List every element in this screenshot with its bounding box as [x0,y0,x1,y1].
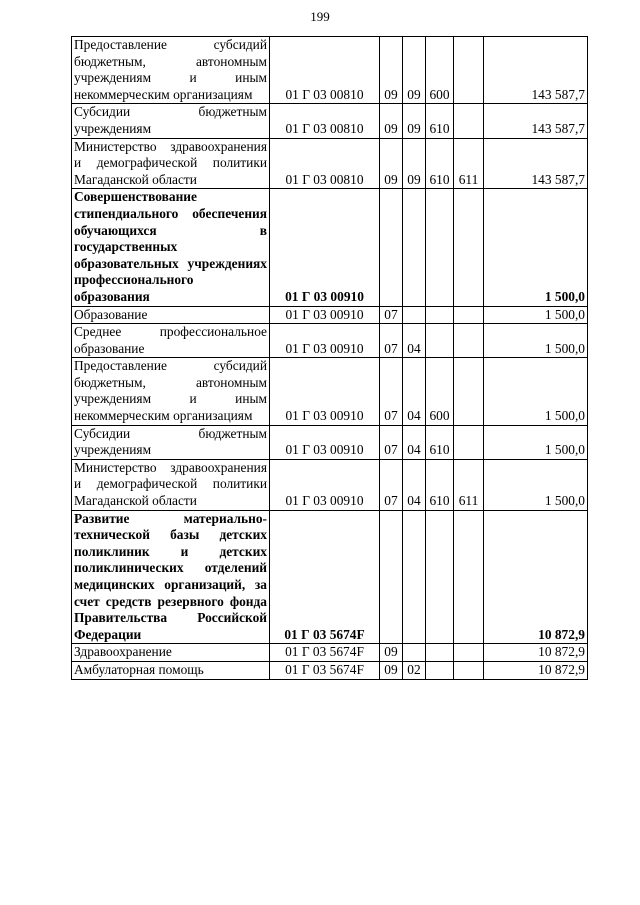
row-amount: 1 500,0 [484,358,588,425]
row-code: 01 Г 03 00910 [270,324,380,358]
row-expense-type [426,306,454,324]
row-name: Субсидии бюджетным учреждениям [72,104,270,138]
row-section [380,510,403,644]
row-ministry-code [454,189,484,306]
row-name: Предоставление субсидий бюджетным, автономным учреждениям и иным некоммерческим организациям [72,358,270,425]
row-section: 07 [380,358,403,425]
row-subsection: 02 [403,661,426,679]
row-section: 07 [380,425,403,459]
row-subsection [403,189,426,306]
row-expense-type: 600 [426,358,454,425]
row-code: 01 Г 03 00910 [270,425,380,459]
row-name: Амбулаторная помощь [72,661,270,679]
row-amount: 143 587,7 [484,37,588,104]
row-code: 01 Г 03 00810 [270,37,380,104]
table-row [72,104,588,138]
table-row [72,324,588,358]
row-code: 01 Г 03 00910 [270,189,380,306]
row-subsection: 04 [403,358,426,425]
row-name: Развитие материально-технической базы детских поликлиник и детских поликлинических отделений медицинских организаций, за счет средств резервного фонда Правительства Российской Федерации [72,510,270,644]
row-code: 01 Г 03 5674F [270,644,380,662]
row-section: 09 [380,661,403,679]
row-code: 01 Г 03 5674F [270,510,380,644]
row-amount: 1 500,0 [484,459,588,510]
row-expense-type [426,510,454,644]
table-row [72,459,588,510]
row-name: Предоставление субсидий бюджетным, автономным учреждениям и иным некоммерческим организациям [72,37,270,104]
row-amount: 1 500,0 [484,189,588,306]
page-number: 199 [310,9,330,24]
row-code: 01 Г 03 00810 [270,138,380,189]
table-row [72,510,588,644]
row-code: 01 Г 03 00910 [270,306,380,324]
row-amount: 10 872,9 [484,510,588,644]
row-ministry-code [454,324,484,358]
row-ministry-code [454,104,484,138]
row-ministry-code: 611 [454,138,484,189]
row-name: Среднее профессиональное образование [72,324,270,358]
row-amount: 10 872,9 [484,661,588,679]
row-ministry-code [454,306,484,324]
row-expense-type: 610 [426,425,454,459]
table-row [72,661,588,679]
row-code: 01 Г 03 00810 [270,104,380,138]
row-section: 09 [380,644,403,662]
row-section: 09 [380,104,403,138]
row-subsection: 09 [403,37,426,104]
table-row [72,189,588,306]
table-body [72,37,588,680]
row-amount: 143 587,7 [484,138,588,189]
row-code: 01 Г 03 5674F [270,661,380,679]
row-name: Министерство здравоохранения и демографической политики Магаданской области [72,459,270,510]
row-subsection [403,644,426,662]
table-row [72,644,588,662]
row-amount: 10 872,9 [484,644,588,662]
row-subsection [403,510,426,644]
row-subsection: 09 [403,138,426,189]
table-row [72,138,588,189]
row-name: Субсидии бюджетным учреждениям [72,425,270,459]
row-expense-type [426,324,454,358]
row-name: Образование [72,306,270,324]
row-section: 07 [380,306,403,324]
row-expense-type: 610 [426,138,454,189]
row-ministry-code [454,358,484,425]
row-name: Министерство здравоохранения и демографической политики Магаданской области [72,138,270,189]
row-name: Совершенствование стипендиального обеспечения обучающихся в государственных образовательных учреждениях профессионального образования [72,189,270,306]
row-ministry-code [454,425,484,459]
row-expense-type: 610 [426,459,454,510]
row-amount: 143 587,7 [484,104,588,138]
row-section: 07 [380,459,403,510]
row-ministry-code [454,37,484,104]
row-amount: 1 500,0 [484,425,588,459]
table-row [72,358,588,425]
row-amount: 1 500,0 [484,324,588,358]
row-ministry-code [454,644,484,662]
row-ministry-code [454,510,484,644]
row-ministry-code: 611 [454,459,484,510]
row-subsection: 04 [403,324,426,358]
row-section [380,189,403,306]
row-section: 09 [380,138,403,189]
budget-table [71,36,588,680]
row-amount: 1 500,0 [484,306,588,324]
row-expense-type [426,661,454,679]
row-subsection: 09 [403,104,426,138]
row-subsection: 04 [403,459,426,510]
row-expense-type: 610 [426,104,454,138]
table-row [72,306,588,324]
row-subsection [403,306,426,324]
row-ministry-code [454,661,484,679]
row-expense-type [426,644,454,662]
row-expense-type: 600 [426,37,454,104]
row-section: 09 [380,37,403,104]
row-section: 07 [380,324,403,358]
row-name: Здравоохранение [72,644,270,662]
row-code: 01 Г 03 00910 [270,358,380,425]
row-expense-type [426,189,454,306]
table-row [72,37,588,104]
row-code: 01 Г 03 00910 [270,459,380,510]
table-row [72,425,588,459]
row-subsection: 04 [403,425,426,459]
